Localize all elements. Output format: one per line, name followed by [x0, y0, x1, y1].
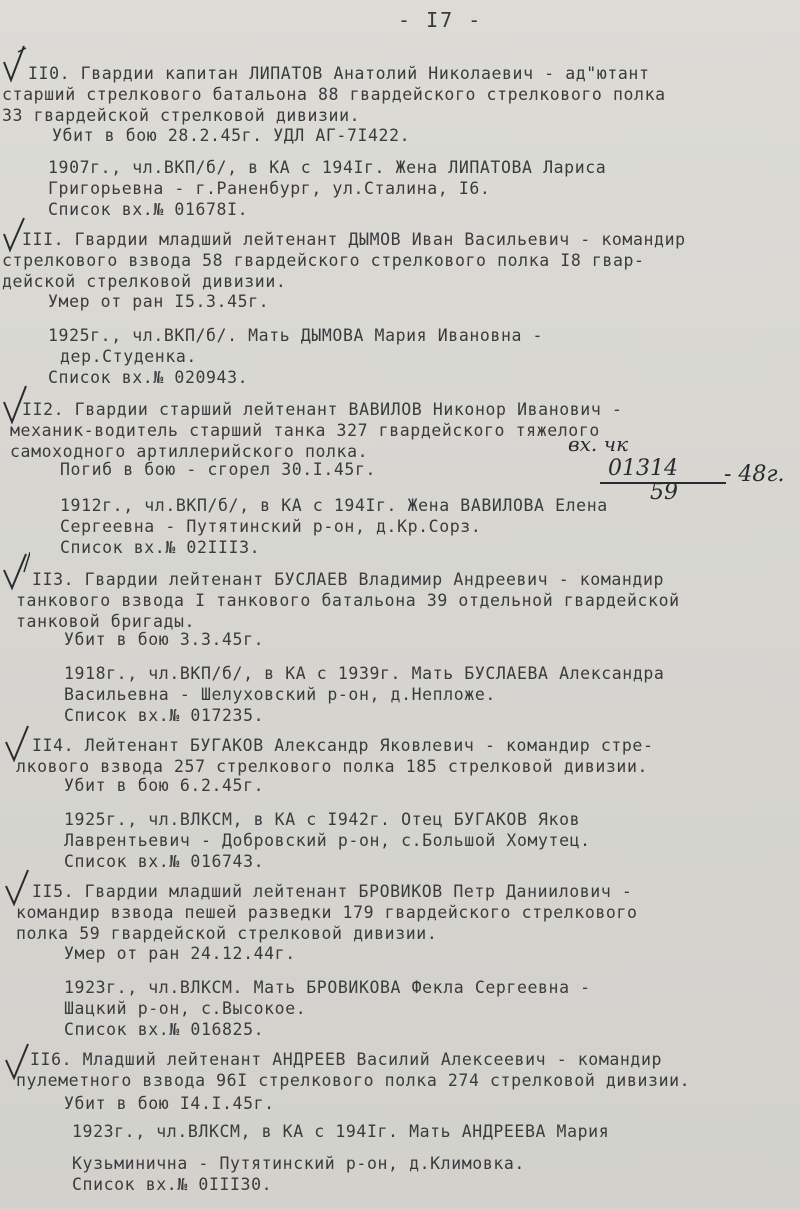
entry-113-line-4: Убит в бою 3.3.45г.: [64, 630, 265, 649]
entry-115-line-1: II5. Гвардии младший лейтенант БРОВИКОВ Петр Даниилович -: [32, 882, 633, 901]
entry-116-line-6: Список вх.№ 0III30.: [72, 1175, 273, 1194]
entry-113-line-5: 1918г., чл.ВКП/б/, в КА с 1939г. Мать БУСЛАЕВА Александра: [64, 664, 665, 683]
entry-114-line-3: Убит в бою 6.2.45г.: [64, 776, 265, 795]
entry-112-line-1: II2. Гвардии старший лейтенант ВАВИЛОВ Никонор Иванович -: [22, 400, 623, 419]
entry-113-line-2: танкового взвода I танкового батальона 39 отдельной гвардейской: [16, 591, 680, 610]
entry-111-line-4: Умер от ран I5.3.45г.: [48, 292, 270, 311]
entry-116-line-5: Кузьминична - Путятинский р-он, д.Климовка.: [72, 1154, 525, 1173]
entry-112-line-2: механик-водитель старший танка 327 гвардейского тяжелого: [10, 421, 600, 440]
entry-110-line-7: Список вх.№ 01678I.: [48, 200, 249, 219]
entry-112-line-5: 1912г., чл.ВКП/б/, в КА с 194Iг. Жена ВАВИЛОВА Елена: [60, 496, 608, 515]
entry-115-line-7: Список вх.№ 016825.: [64, 1020, 265, 1039]
entry-114-line-5: Лаврентьевич - Добровский р-он, с.Большой Хомутец.: [64, 831, 591, 850]
entry-115-line-6: Шацкий р-он, с.Высокое.: [64, 999, 307, 1018]
entry-115-line-3: полка 59 гвардейской стрелковой дивизии.: [16, 924, 438, 943]
handwritten-note: вх. чк: [568, 432, 629, 456]
entry-110-line-6: Григорьевна - г.Раненбург, ул.Сталина, I6.: [48, 179, 491, 198]
handwritten-year: - 48г.: [724, 462, 785, 487]
entry-110-line-2: старший стрелкового батальона 88 гвардейского стрелкового полка: [2, 85, 666, 104]
entry-115-line-5: 1923г., чл.ВЛКСМ. Мать БРОВИКОВА Фекла Сергеевна -: [64, 978, 591, 997]
entry-114-line-4: 1925г., чл.ВЛКСМ, в КА с I942г. Отец БУГАКОВ Яков: [64, 810, 581, 829]
entry-111-line-1: III. Гвардии младший лейтенант ДЫМОВ Иван Васильевич - командир: [22, 230, 686, 249]
entry-115-line-2: командир взвода пешей разведки 179 гвардейского стрелкового: [16, 903, 638, 922]
entry-111-line-5: 1925г., чл.ВКП/б/. Мать ДЫМОВА Мария Ивановна -: [48, 326, 544, 345]
entry-111-line-7: Список вх.№ 020943.: [48, 368, 249, 387]
entry-112-line-7: Список вх.№ 02III3.: [60, 538, 261, 557]
entry-114-line-6: Список вх.№ 016743.: [64, 852, 265, 871]
handwritten-number: 01314: [608, 456, 678, 481]
entry-113-line-6: Васильевна - Шелуховский р-он, д.Непложе.: [64, 685, 496, 704]
entry-113-line-3: танковой бригады.: [16, 612, 196, 631]
page-number: - I7 -: [398, 8, 483, 32]
entry-116-line-3: Убит в бою I4.I.45г.: [64, 1094, 275, 1113]
entry-114-line-2: лкового взвода 257 стрелкового полка 185 стрелковой дивизии.: [16, 757, 649, 776]
entry-116-line-1: II6. Младший лейтенант АНДРЕЕВ Василий Алексеевич - командир: [30, 1050, 663, 1069]
entry-110-line-5: 1907г., чл.ВКП/б/, в КА с 194Iг. Жена ЛИПАТОВА Лариса: [48, 158, 607, 177]
entry-111-line-3: дейской стрелковой дивизии.: [2, 272, 287, 291]
checkmark-icon: [2, 552, 30, 592]
entry-114-line-1: II4. Лейтенант БУГАКОВ Александр Яковлевич - командир стре-: [32, 736, 654, 755]
entry-110-line-3: 33 гвардейской стрелковой дивизии.: [2, 106, 361, 125]
handwritten-denominator: 59: [650, 480, 678, 505]
entry-111-line-2: стрелкового взвода 58 гвардейского стрелкового полка I8 гвар-: [2, 251, 645, 270]
entry-110-line-4: Убит в бою 28.2.45г. УДЛ АГ-7I422.: [52, 126, 411, 145]
entry-113-line-1: II3. Гвардии лейтенант БУСЛАЕВ Владимир Андреевич - командир: [32, 570, 665, 589]
entry-116-line-4: 1923г., чл.ВЛКСМ, в КА с 194Iг. Мать АНДРЕЕВА Мария: [72, 1122, 610, 1141]
entry-111-line-6: дер.Студенка.: [60, 347, 197, 366]
entry-112-line-3: самоходного артиллерийского полка.: [10, 442, 369, 461]
entry-113-line-7: Список вх.№ 017235.: [64, 706, 265, 725]
checkmark-icon: [4, 868, 32, 908]
entry-110-line-1: II0. Гвардии капитан ЛИПАТОВ Анатолий Николаевич - ад"ютант: [28, 64, 650, 83]
entry-112-line-4: Погиб в бою - сгорел 30.I.45г.: [60, 460, 377, 479]
checkmark-icon: [2, 44, 30, 84]
entry-112-line-6: Сергеевна - Путятинский р-он, д.Кр.Сорз.: [60, 517, 482, 536]
entry-116-line-2: пулеметного взвода 96I стрелкового полка 274 стрелковой дивизии.: [16, 1071, 691, 1090]
entry-115-line-4: Умер от ран 24.12.44г.: [64, 944, 296, 963]
